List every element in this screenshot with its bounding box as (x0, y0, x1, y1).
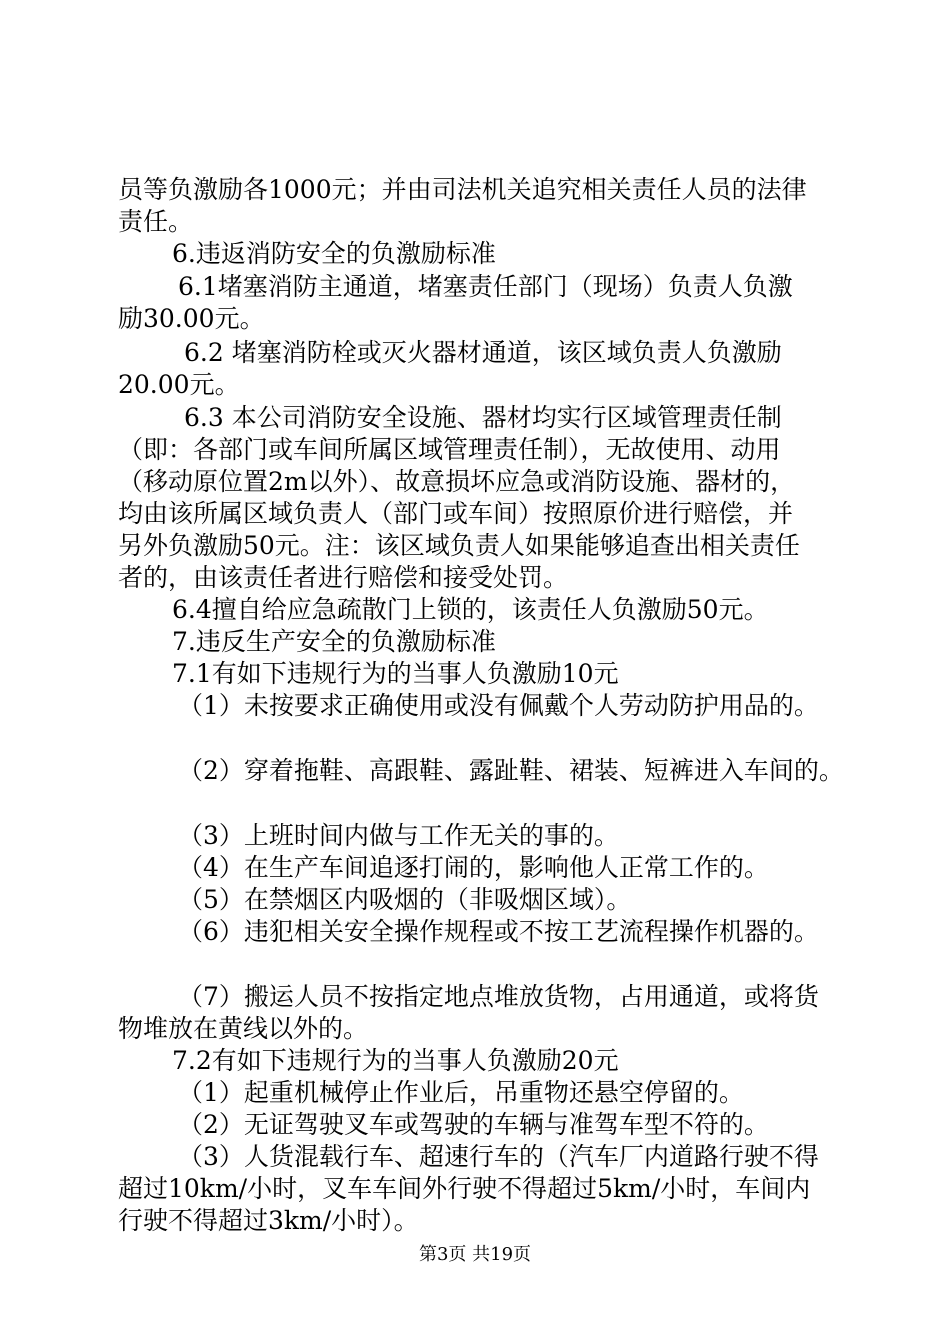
list-item: （1）起重机械停止作业后，吊重物还悬空停留的。 (178, 1078, 744, 1107)
list-item: （3）上班时间内做与工作无关的事的。 (178, 821, 619, 850)
paragraph-line: 6.3 本公司消防安全设施、器材均实行区域管理责任制 (184, 403, 782, 432)
page-number-footer: 第3页 共19页 (418, 1244, 532, 1265)
list-item: （5）在禁烟区内吸烟的（非吸烟区域）。 (178, 885, 632, 914)
list-item: （7）搬运人员不按指定地点堆放货物，占用通道，或将货 (178, 982, 819, 1011)
list-item: （2）无证驾驶叉车或驾驶的车辆与准驾车型不符的。 (178, 1110, 769, 1139)
paragraph-line: （移动原位置2m以外）、故意损坏应急或消防设施、器材的， (118, 467, 796, 496)
list-item: （3）人货混载行车、超速行车的（汽车厂内道路行驶不得 (178, 1142, 819, 1171)
paragraph-line: 6.4擅自给应急疏散门上锁的，该责任人负激励50元。 (172, 595, 769, 624)
list-item: （1）未按要求正确使用或没有佩戴个人劳动防护用品的。 (178, 691, 819, 720)
list-item-continuation: 物堆放在黄线以外的。 (118, 1014, 369, 1043)
paragraph-line: 另外负激励50元。注：该区域负责人如果能够追查出相关责任 (118, 531, 800, 560)
paragraph-line: 励30.00元。 (118, 304, 265, 333)
list-item-continuation: 行驶不得超过3km/小时）。 (118, 1206, 419, 1235)
list-item-continuation: 超过10km/小时，叉车车间外行驶不得超过5km/小时，车间内 (118, 1174, 811, 1203)
list-item: （2）穿着拖鞋、高跟鞋、露趾鞋、裙装、短裤进入车间的。 (178, 756, 844, 785)
paragraph-line: 6.2 堵塞消防栓或灭火器材通道，该区域负责人负激励 (184, 338, 782, 367)
list-item: （4）在生产车间追逐打闹的，影响他人正常工作的。 (178, 853, 769, 882)
paragraph-line: 6.1堵塞消防主通道，堵塞责任部门（现场）负责人负激 (178, 272, 793, 301)
paragraph-line: 员等负激励各1000元；并由司法机关追究相关责任人员的法律 (118, 175, 807, 204)
paragraph-line: （即：各部门或车间所属区域管理责任制），无故使用、动用 (118, 435, 781, 464)
paragraph-line: 责任。 (118, 207, 194, 236)
paragraph-line: 20.00元。 (118, 370, 240, 399)
paragraph-line: 者的，由该责任者进行赔偿和接受处罚。 (118, 563, 569, 592)
section-heading: 7.违反生产安全的负激励标准 (172, 627, 496, 656)
section-heading: 6.违返消防安全的负激励标准 (172, 239, 496, 268)
list-item: （6）违犯相关安全操作规程或不按工艺流程操作机器的。 (178, 917, 819, 946)
subsection-heading: 7.2有如下违规行为的当事人负激励20元 (172, 1046, 619, 1075)
subsection-heading: 7.1有如下违规行为的当事人负激励10元 (172, 659, 619, 688)
paragraph-line: 均由该所属区域负责人（部门或车间）按照原价进行赔偿，并 (118, 499, 794, 528)
